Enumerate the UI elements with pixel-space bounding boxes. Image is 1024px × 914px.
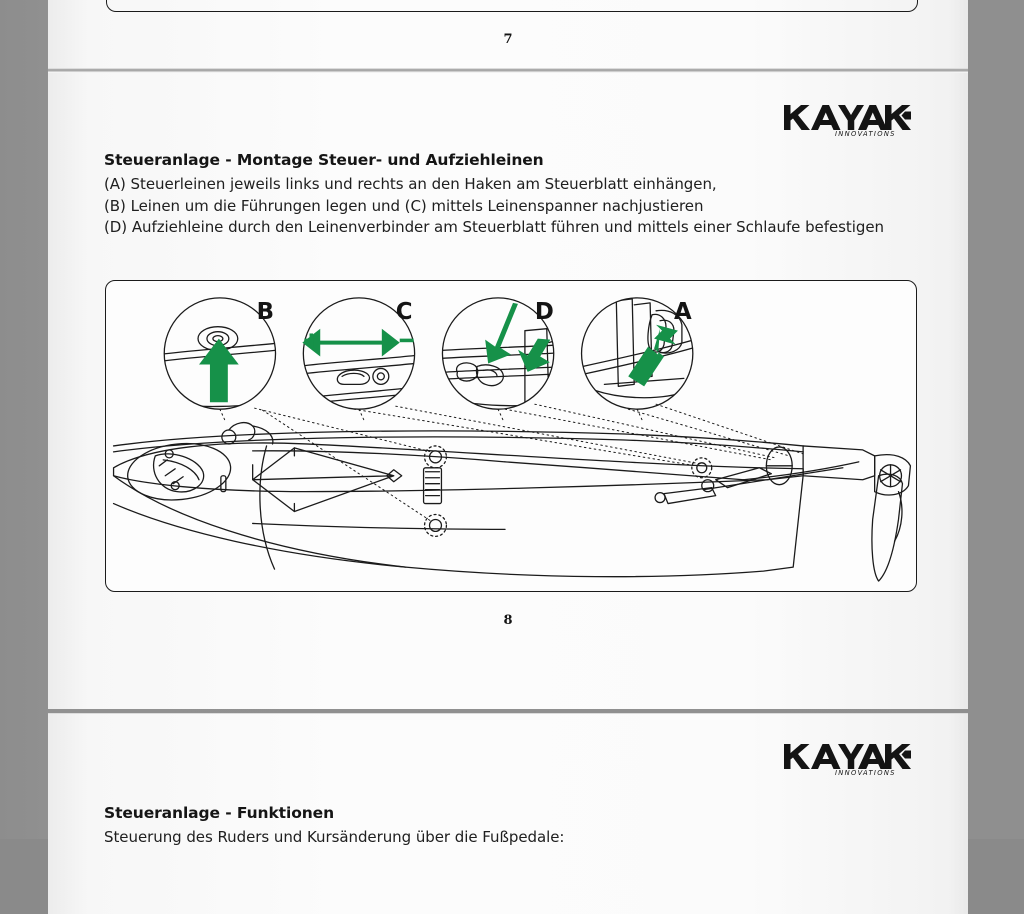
page-8: [48, 73, 968, 709]
callout-leader-lines: [255, 404, 803, 521]
minus-symbol: [400, 339, 414, 343]
page-title: Steueranlage - Montage Steuer- und Aufziehleinen: [104, 151, 544, 169]
page-7-figure-frame: [106, 0, 918, 12]
line-guide-points: [425, 446, 712, 536]
page-folio-7: 7: [503, 32, 513, 47]
logo-tagline: INNOVATIONS: [835, 130, 896, 137]
instructions-block-bottom: [104, 827, 936, 849]
kayak-innovations-logo-bottom: [783, 742, 911, 776]
kayak-innovations-logo: [783, 103, 911, 137]
detail-label-b: B: [256, 298, 275, 325]
page-folio-8: 8: [503, 613, 513, 628]
instructions-block: [104, 174, 936, 239]
plus-symbol: [310, 333, 314, 347]
page-9: [48, 714, 968, 914]
arrow-double-horizontal-green-c: [302, 329, 399, 357]
logo-tagline-bottom: INNOVATIONS: [835, 769, 896, 776]
detail-label-d: D: [534, 298, 554, 325]
kayak-paddle-arrow-icon: [902, 111, 912, 120]
instruction-line-d: (D) Aufziehleine durch den Leinenverbinder am Steuerblatt führen und mittels einer Schlaufe befestigen: [104, 218, 884, 236]
instruction-line-a: (A) Steuerleinen jeweils links und rechts an den Haken am Steuerblatt einhängen,: [104, 175, 717, 193]
instruction-line-bottom: Steuerung des Ruders und Kursänderung über die Fußpedale:: [104, 828, 565, 846]
page-7: [48, 0, 968, 68]
kayak-paddle-arrow-icon: [902, 750, 912, 759]
page-title-bottom: Steueranlage - Funktionen: [104, 804, 335, 822]
rudder-assembly: [655, 446, 910, 581]
detail-label-c: C: [395, 298, 413, 325]
arrow-up-right-green-a: [628, 325, 678, 387]
assembly-figure: [105, 280, 917, 592]
detail-label-a: A: [673, 298, 692, 325]
instruction-line-b: (B) Leinen um die Führungen legen und (C) mittels Leinenspanner nachjustieren: [104, 196, 704, 215]
kayak-hull: [114, 423, 804, 577]
